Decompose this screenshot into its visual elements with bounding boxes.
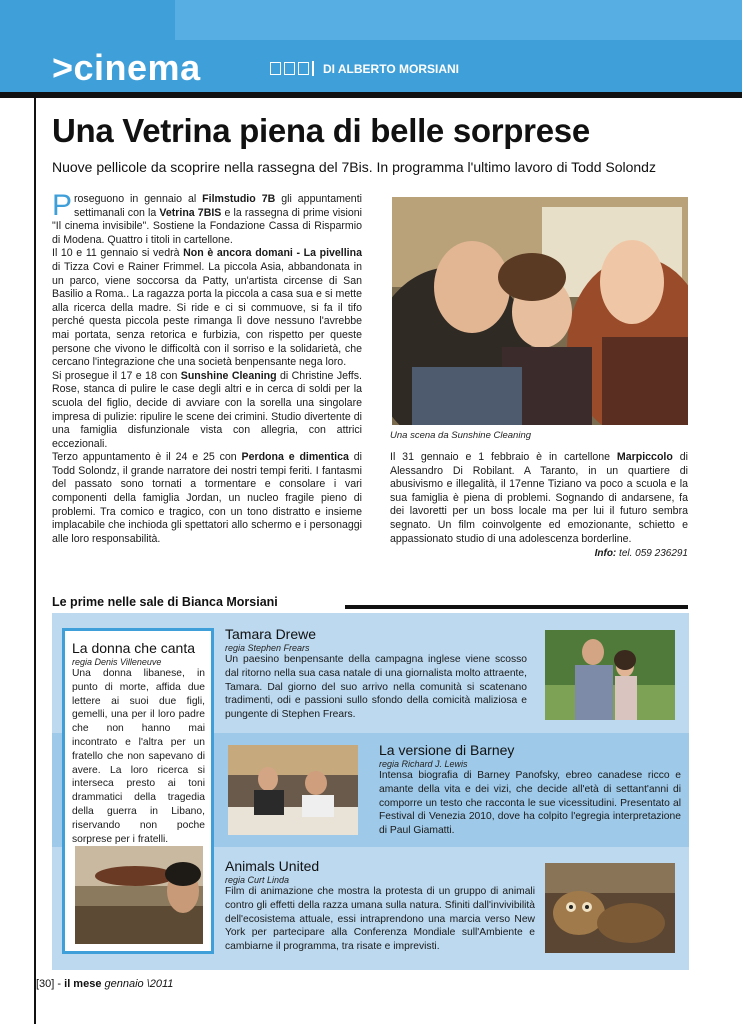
review-director: regia Denis Villeneuve — [72, 657, 162, 667]
film-title: Non è ancora domani - La pivellina — [183, 247, 362, 260]
paragraph — [390, 451, 688, 546]
film-title: Sunshine Cleaning — [180, 369, 277, 382]
reviews-heading: Le prime nelle sale di Bianca Morsiani — [52, 595, 278, 609]
la-versione-di-barney-photo — [228, 745, 358, 835]
info-label: Info: — [594, 548, 617, 559]
text: di Tizza Covi e Rainer Frimmel. La piccola Asia, abbandonata in un parco, viene soccorsa da Patty, un'artista circense di San Basilio a Roma.. La ragazza porta la piccola a casa sua e si mette alla ricerca della madre. Si ride e ci si commuove, si fa il tifo perché questa piccola peste rimanga lì dove nessuno l'avrebbe mai portata, senza retorica e furbizia, con rispetto per queste persone che vivono le difficoltà con il sorriso e la solidarietà, che cercano l'integrazione che una società benpensante nega loro. — [52, 260, 362, 369]
film-title: Perdona e dimentica — [241, 451, 349, 464]
margin-rule — [34, 98, 36, 1024]
review-director: regia Richard J. Lewis — [379, 759, 468, 769]
article-subtitle: Nuove pellicole da scoprire nella rassegna del 7Bis. In programma l'ultimo lavoro di Todd Solondz — [52, 159, 656, 175]
text: di Alessandro Di Robilant. A Taranto, in un quartiere di abusivismo e illegalità, il 17enne Tiziano va poco a scuola e la sua famiglia è piena di problemi. Sognando di andarsene, fa dei lavoretti per un boss locale ma per lui il futuro sembra segnato. Un film coinvolgente ed emozionante, schietto e appassionato studio di una adolescenza borderline. — [390, 451, 688, 545]
photo-caption: Una scena da Sunshine Cleaning — [390, 430, 532, 441]
magazine-name: il mese — [64, 978, 102, 990]
review-text: Film di animazione che mostra la protesta di un gruppo di animali contro gli effetti della razza umana sulla natura. Sfiniti dall'invivibilità dell'ecosistema attuale, essi intraprendono una marcia verso New York per partecipare alla Conferenza Mondiale sull'Ambiente e cambiarne il programma, tra risate e imprevisti. — [225, 886, 535, 953]
review-text: Una donna libanese, in punto di morte, affida due lettere ai suoi due figli, gemelli, una per il loro padre che non hanno mai incontrato e l'altra per un fratello che non sapevano di avere. La loro ricerca si interseca presto ai toni drammatici della tragedia della guerra in Libano, riservando non poche sorprese per i fratelli. — [72, 668, 205, 845]
info-line — [500, 548, 688, 559]
film-frame-icon — [298, 62, 309, 75]
text: roseguono in gennaio al — [74, 193, 203, 205]
drop-cap: P — [52, 189, 73, 222]
info-phone: tel. 059 236291 — [619, 548, 688, 559]
paragraph — [52, 247, 362, 369]
article-column-right — [390, 451, 688, 546]
divider-icon — [312, 61, 314, 76]
byline-text: DI ALBERTO MORSIANI — [323, 61, 460, 76]
text: Terzo appuntamento è il 24 e 25 con — [52, 451, 242, 464]
review-title: La donna che canta — [72, 640, 195, 656]
film-title: Marpiccolo — [616, 451, 673, 463]
text: di Todd Solondz, il grande narratore dei nostri tempi feriti. I fantasmi del passato sono tornati a tormentare e consolare i vari componenti della famiglia Jordan, un nucleo fragile pieno di problemi. Tra comico e tragico, con un tono distratto e insieme implacabile che inchioda gli spettatori allo schermo e i personaggi alle loro responsabilità. — [52, 451, 362, 545]
section-title: >cinema — [52, 47, 201, 88]
tamara-drewe-photo — [545, 630, 675, 720]
review-text: Un paesino benpensante della campagna inglese viene scosso dal ritorno nella sua casa natale di una giornalista molto attraente, Tamara. Dal giorno del suo arrivo nella comunità si scatenano tradimenti, odi e passioni sullo sfondo della comicità maliziosa e pungente di Stephen Frears. — [225, 654, 527, 721]
reviews-rule — [345, 605, 688, 609]
paragraph — [52, 189, 363, 247]
film-frame-icon — [284, 62, 295, 75]
separator: - — [54, 978, 65, 990]
animals-united-photo — [545, 863, 675, 953]
byline — [270, 61, 459, 76]
review-item — [225, 626, 527, 722]
film-frame-icon — [270, 62, 281, 75]
review-item — [379, 742, 681, 838]
page-number: [30] — [36, 978, 55, 990]
review-title: La versione di Barney — [379, 742, 515, 758]
header-strip — [175, 0, 742, 40]
series-name: Vetrina 7BIS — [159, 206, 222, 219]
header-rule — [0, 92, 742, 98]
paragraph — [52, 370, 362, 452]
text: gli appuntamenti settimanali con la — [74, 193, 362, 219]
page-footer — [36, 978, 173, 990]
issue-date: gennaio \2011 — [101, 978, 174, 990]
article-title: Una Vetrina piena di belle sorprese — [52, 112, 590, 149]
review-item — [225, 858, 535, 954]
review-title: Tamara Drewe — [225, 626, 317, 642]
text: di Christine Jeffs. Rose, stanca di pulire le case degli altri e in cerca di soldi per la scuola del figlio, decide di avviare con la sorella una singolare impresa di pulizie: ripulire le scene dei crimini. Studio divertente di una famiglia disfunzionale vista con allegria, con attrici eccezionali. — [52, 369, 362, 450]
review-text: Intensa biografia di Barney Panofsky, ebreo canadese ricco e amante della vita e dei vizi, che decide all'età di settant'anni di comporre un testo che racconta le sue vicessitudini. Presentato al Festival di Venezia 2010, dove ha colpito l'egregia interpretazione di Paul Giamatti. — [379, 770, 681, 837]
venue-name: Filmstudio 7B — [202, 193, 276, 205]
text: e la rassegna di prime visioni "Il cinema invisibile". Sostiene la Fondazione Cassa di Risparmio di Modena. Quattro i titoli in cartellone. — [52, 206, 363, 246]
review-director: regia Stephen Frears — [225, 643, 310, 653]
text: Si prosegue il 17 e 18 con — [52, 369, 181, 382]
review-director: regia Curt Linda — [225, 875, 290, 885]
review-title: Animals United — [225, 858, 320, 874]
article-column-left — [52, 189, 363, 546]
paragraph — [52, 451, 362, 546]
text: Il 10 e 11 gennaio si vedrà — [52, 247, 184, 260]
text: Il 31 gennaio e 1 febbraio è in cartellone — [390, 451, 617, 463]
sunshine-cleaning-photo — [392, 197, 688, 425]
la-donna-che-canta-photo — [75, 846, 203, 944]
